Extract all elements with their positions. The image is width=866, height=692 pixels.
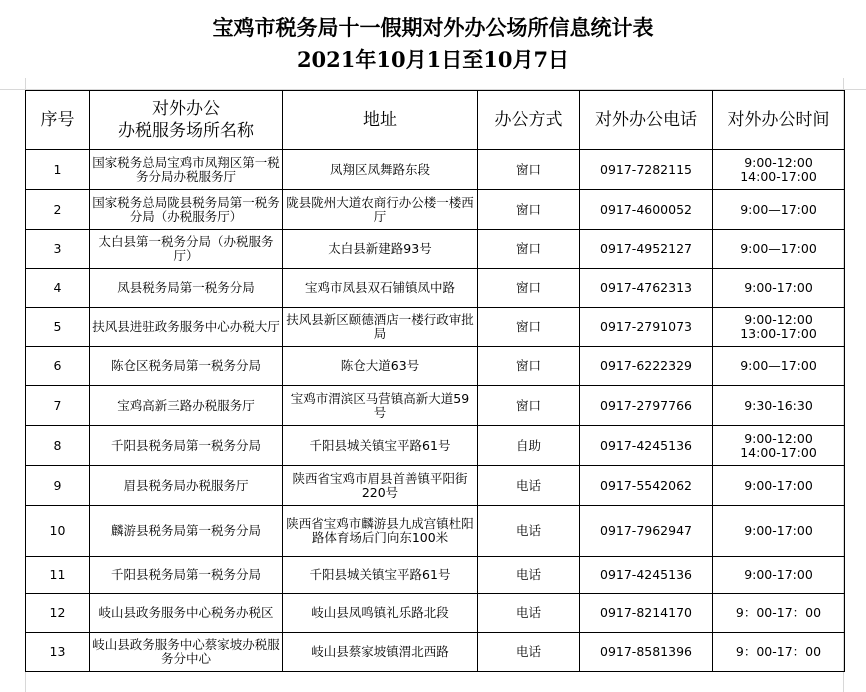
cell-index: 2 [26, 190, 90, 230]
cell-name: 眉县税务局办税服务厅 [90, 466, 283, 506]
cell-mode: 窗口 [478, 386, 580, 426]
header-name-line1: 对外办公 [152, 99, 220, 119]
cell-name: 千阳县税务局第一税务分局 [90, 426, 283, 466]
cell-index: 1 [26, 150, 90, 190]
cell-mode: 窗口 [478, 150, 580, 190]
cell-index: 6 [26, 347, 90, 386]
cell-address: 扶风县新区颐德酒店一楼行政审批局 [283, 308, 478, 347]
cell-mode: 电话 [478, 557, 580, 594]
cell-hours: 9:00-17:00 [713, 466, 845, 506]
cell-mode: 电话 [478, 466, 580, 506]
cell-phone: 0917-8581396 [580, 633, 713, 672]
cell-phone: 0917-4762313 [580, 269, 713, 308]
cell-index: 5 [26, 308, 90, 347]
table-row [26, 230, 845, 269]
header-phone: 对外办公电话 [580, 91, 713, 150]
cell-hours: 9：00-17：00 [713, 633, 845, 672]
cell-mode: 电话 [478, 594, 580, 633]
cell-index: 3 [26, 230, 90, 269]
table-row [26, 506, 845, 557]
header-index: 序号 [26, 91, 90, 150]
cell-phone: 0917-5542062 [580, 466, 713, 506]
cell-index: 10 [26, 506, 90, 557]
table-row [26, 308, 845, 347]
page-title: 宝鸡市税务局十一假期对外办公场所信息统计表 [212, 15, 654, 40]
table-row [26, 190, 845, 230]
cell-mode: 电话 [478, 506, 580, 557]
header-name-line2: 办税服务场所名称 [118, 121, 254, 141]
cell-name: 陈仓区税务局第一税务分局 [90, 347, 283, 386]
office-info-table [25, 90, 845, 672]
cell-phone: 0917-4245136 [580, 557, 713, 594]
cell-mode: 窗口 [478, 308, 580, 347]
cell-index: 13 [26, 633, 90, 672]
cell-phone: 0917-4600052 [580, 190, 713, 230]
cell-index: 8 [26, 426, 90, 466]
table-row [26, 594, 845, 633]
cell-hours: 9:00-17:00 [713, 506, 845, 557]
cell-name: 扶风县进驻政务服务中心办税大厅 [90, 308, 283, 347]
table-row [26, 386, 845, 426]
cell-hours: 9:00-12:00 13:00-17:00 [713, 308, 845, 347]
cell-name: 岐山县政务服务中心蔡家坡办税服务分中心 [90, 633, 283, 672]
header-mode: 办公方式 [478, 91, 580, 150]
cell-phone: 0917-4952127 [580, 230, 713, 269]
cell-index: 11 [26, 557, 90, 594]
cell-name: 麟游县税务局第一税务分局 [90, 506, 283, 557]
cell-name: 凤县税务局第一税务分局 [90, 269, 283, 308]
header-address: 地址 [283, 91, 478, 150]
cell-name: 宝鸡高新三路办税服务厅 [90, 386, 283, 426]
table-row [26, 269, 845, 308]
cell-index: 7 [26, 386, 90, 426]
cell-name: 太白县第一税务分局（办税服务厅） [90, 230, 283, 269]
cell-hours: 9:00—17:00 [713, 230, 845, 269]
cell-name: 国家税务总局陇县税务局第一税务分局（办税服务厅） [90, 190, 283, 230]
cell-phone: 0917-7962947 [580, 506, 713, 557]
cell-address: 千阳县城关镇宝平路61号 [283, 557, 478, 594]
cell-hours: 9:00-17:00 [713, 269, 845, 308]
cell-hours: 9:00-17:00 [713, 557, 845, 594]
table-row [26, 557, 845, 594]
cell-phone: 0917-2797766 [580, 386, 713, 426]
cell-address: 凤翔区凤舞路东段 [283, 150, 478, 190]
cell-mode: 窗口 [478, 190, 580, 230]
cell-name: 千阳县税务局第一税务分局 [90, 557, 283, 594]
table-row [26, 426, 845, 466]
cell-name: 岐山县政务服务中心税务办税区 [90, 594, 283, 633]
cell-hours: 9：00-17：00 [713, 594, 845, 633]
cell-phone: 0917-4245136 [580, 426, 713, 466]
table-header-row [26, 91, 845, 150]
cell-address: 陕西省宝鸡市麟游县九成宫镇杜阳路体育场后门向东100米 [283, 506, 478, 557]
header-hours: 对外办公时间 [713, 91, 845, 150]
cell-address: 宝鸡市凤县双石铺镇凤中路 [283, 269, 478, 308]
cell-phone: 0917-8214170 [580, 594, 713, 633]
cell-index: 4 [26, 269, 90, 308]
cell-address: 岐山县凤鸣镇礼乐路北段 [283, 594, 478, 633]
cell-mode: 窗口 [478, 347, 580, 386]
cell-address: 陇县陇州大道农商行办公楼一楼西厅 [283, 190, 478, 230]
cell-hours: 9:00—17:00 [713, 347, 845, 386]
cell-address: 千阳县城关镇宝平路61号 [283, 426, 478, 466]
cell-hours: 9:00-12:00 14:00-17:00 [713, 150, 845, 190]
cell-address: 陕西省宝鸡市眉县首善镇平阳街220号 [283, 466, 478, 506]
cell-phone: 0917-2791073 [580, 308, 713, 347]
table-row [26, 466, 845, 506]
cell-address: 岐山县蔡家坡镇渭北西路 [283, 633, 478, 672]
header-name [90, 91, 283, 150]
cell-name: 国家税务总局宝鸡市凤翔区第一税务分局办税服务厅 [90, 150, 283, 190]
cell-hours: 9:00-12:00 14:00-17:00 [713, 426, 845, 466]
cell-mode: 窗口 [478, 230, 580, 269]
cell-phone: 0917-7282115 [580, 150, 713, 190]
cell-hours: 9:30-16:30 [713, 386, 845, 426]
cell-phone: 0917-6222329 [580, 347, 713, 386]
cell-mode: 窗口 [478, 269, 580, 308]
table-row [26, 633, 845, 672]
page-subtitle: 2021年10月1日至10月7日 [296, 47, 570, 72]
table-row [26, 150, 845, 190]
cell-address: 宝鸡市渭滨区马营镇高新大道59号 [283, 386, 478, 426]
cell-index: 9 [26, 466, 90, 506]
cell-mode: 电话 [478, 633, 580, 672]
cell-address: 陈仓大道63号 [283, 347, 478, 386]
cell-address: 太白县新建路93号 [283, 230, 478, 269]
cell-mode: 自助 [478, 426, 580, 466]
cell-hours: 9:00—17:00 [713, 190, 845, 230]
table-row [26, 347, 845, 386]
cell-index: 12 [26, 594, 90, 633]
